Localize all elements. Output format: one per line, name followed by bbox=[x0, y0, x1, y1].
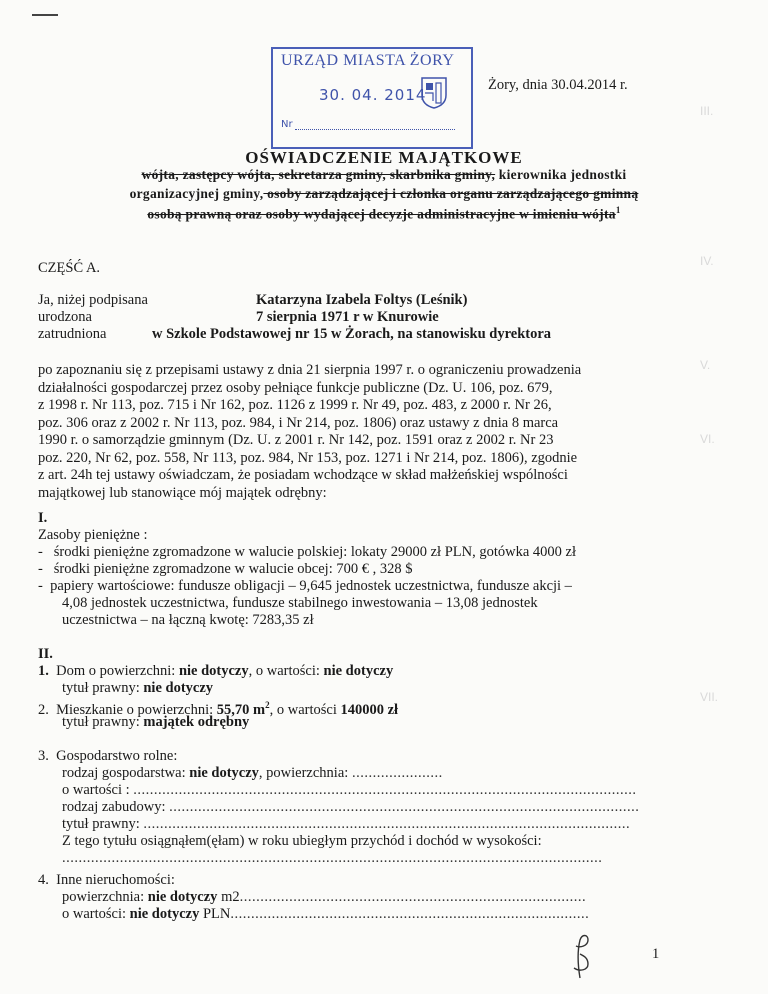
farm-type-line bbox=[62, 765, 443, 783]
farm-build-line bbox=[62, 799, 639, 817]
flat-title-line bbox=[62, 714, 249, 732]
flat-area-unit-sup: 2 bbox=[265, 700, 270, 710]
farm-income-dots bbox=[62, 850, 602, 868]
other-heading-line bbox=[38, 872, 175, 890]
item-number: 4. bbox=[38, 872, 49, 888]
intro-line: działalności gospodarczej przez osoby pełniące funkcje publiczne (Dz. U. 106, poz. 679, bbox=[38, 379, 553, 396]
bleed-text: III. bbox=[700, 104, 714, 118]
kept-text: organizacyjnej gminy, bbox=[129, 186, 264, 201]
farm-title-line bbox=[62, 816, 630, 834]
house-title-label: tytuł prawny: bbox=[62, 680, 144, 696]
securities-line: papiery wartościowe: fundusze obligacji – 9,645 jednostek uczestnictwa, fundusze akcji – bbox=[50, 578, 572, 594]
farm-heading: Gospodarstwo rolne: bbox=[56, 748, 178, 764]
farm-type-value: nie dotyczy bbox=[189, 765, 259, 781]
person-born: 7 sierpnia 1971 r w Knurowie bbox=[256, 309, 439, 325]
fill-dots: .......................................................................................................................... bbox=[133, 782, 637, 798]
securities-line: 4,08 jednostek uczestnictwa, fundusze stabilnego inwestowania – 13,08 jednostek bbox=[62, 595, 538, 611]
section-2-number: II. bbox=[38, 646, 53, 662]
section-1-number: I. bbox=[38, 510, 48, 526]
struck-text: osobą prawną oraz osoby wydającej decyzje administracyjne w imieniu wójta bbox=[147, 206, 616, 222]
list-item: - papiery wartościowe: fundusze obligacji – 9,645 jednostek uczestnictwa, fundusze akcji – bbox=[38, 578, 572, 594]
cash-pln: środki pieniężne zgromadzone w walucie polskiej: lokaty 29000 zł PLN, gotówka 4000 zł bbox=[53, 544, 576, 560]
house-area-value: nie dotyczy bbox=[178, 663, 249, 679]
list-item: - środki pieniężne zgromadzone w walucie polskiej: lokaty 29000 zł PLN, gotówka 4000 zł bbox=[38, 544, 576, 560]
flat-area-label: Mieszkanie o powierzchni: bbox=[56, 701, 217, 718]
kept-text: kierownika jednostki bbox=[495, 167, 627, 182]
stamp-title: URZĄD MIASTA ŻORY bbox=[281, 52, 455, 69]
other-area-label: powierzchnia: bbox=[62, 889, 148, 905]
document-title: OŚWIADCZENIE MAJĄTKOWE bbox=[245, 148, 523, 167]
person-name: Katarzyna Izabela Foltys (Leśnik) bbox=[256, 292, 468, 308]
intro-line: z 1998 r. Nr 113, poz. 715 i Nr 162, poz. 1126 z 1999 r. Nr 49, poz. 483, z 2000 r. Nr 26, bbox=[38, 397, 552, 413]
flat-title-value: majątek odrębny bbox=[143, 714, 250, 730]
intro-paragraph bbox=[38, 362, 581, 502]
house-title-value: nie dotyczy bbox=[143, 680, 214, 696]
fill-dots: .................................................................................... bbox=[239, 889, 587, 905]
person-employed: w Szkole Podstawowej nr 15 w Żorach, na stanowisku dyrektora bbox=[152, 326, 552, 342]
stamp-nr-line bbox=[295, 129, 455, 130]
cash-foreign: środki pieniężne zgromadzone w walucie obcej: 700 € , 328 $ bbox=[53, 561, 413, 577]
house-value-label: , o wartości: bbox=[248, 663, 324, 679]
struck-text: osoby zarządzającej i członka organu zarządzającego gminną bbox=[263, 186, 639, 201]
subtitle-line-3 bbox=[40, 205, 728, 223]
bleed-text: IV. bbox=[700, 254, 714, 268]
fill-dots: ....................................................................................... bbox=[230, 906, 590, 922]
intro-line: 1990 r. o samorządzie gminnym (Dz. U. z 2001 r. Nr 142, poz. 1591 oraz z 2002 r. Nr 23 bbox=[38, 432, 554, 448]
flat-value-label: , o wartości bbox=[269, 701, 341, 718]
item-number: 1. bbox=[38, 663, 49, 679]
flat-title-label: tytuł prawny: bbox=[62, 714, 144, 730]
section-1-heading: Zasoby pieniężne : bbox=[38, 527, 148, 543]
house-line bbox=[38, 663, 393, 681]
house-area-label: Dom o powierzchni: bbox=[56, 663, 179, 679]
label-signed: Ja, niżej podpisana bbox=[38, 292, 148, 308]
place-date: Żory, dnia 30.04.2014 r. bbox=[488, 77, 628, 93]
bleed-text: V. bbox=[700, 358, 711, 372]
office-stamp bbox=[271, 47, 473, 149]
intro-line: po zapoznaniu się z przepisami ustawy z dnia 21 sierpnia 1997 r. o ograniczeniu prowadzenia bbox=[38, 362, 582, 378]
list-item: - środki pieniężne zgromadzone w walucie obcej: 700 € , 328 $ bbox=[38, 561, 413, 577]
other-area-unit: m2 bbox=[217, 889, 240, 905]
page-number: 1 bbox=[652, 946, 660, 962]
label-employed: zatrudniona bbox=[38, 326, 107, 342]
intro-line: poz. 306 oraz z 2002 r. Nr 113, poz. 984, i Nr 214, poz. 1806) oraz ustawy z dnia 8 marca bbox=[38, 414, 559, 431]
stamp-date: 30. 04. 2014 bbox=[319, 86, 427, 104]
farm-title-label: tytuł prawny: bbox=[62, 816, 144, 832]
intro-line: poz. 220, Nr 62, poz. 558, Nr 113, poz. 984, Nr 153, poz. 1271 i Nr 214, poz. 1806), zgodnie bbox=[38, 449, 578, 466]
fill-dots: .................................................................................................................. bbox=[169, 799, 640, 815]
struck-text: wójta, zastępcy wójta, sekretarza gminy, skarbnika gminy, bbox=[141, 167, 496, 182]
other-area-line bbox=[62, 889, 586, 907]
farm-build-label: rodzaj zabudowy: bbox=[62, 799, 170, 815]
other-value-label: o wartości: bbox=[62, 906, 130, 922]
house-title-line bbox=[62, 680, 213, 698]
item-number: 3. bbox=[38, 748, 49, 764]
item-number: 2. bbox=[38, 701, 49, 718]
stamp-nr-label: Nr bbox=[281, 119, 293, 130]
farm-value-line bbox=[62, 782, 637, 800]
part-a-heading: CZĘŚĆ A. bbox=[38, 260, 101, 276]
farm-type-label: rodzaj gospodarstwa: bbox=[62, 765, 190, 781]
farm-heading-line bbox=[38, 748, 177, 766]
securities-line: uczestnictwa – na łączną kwotę: 7283,35 zł bbox=[62, 612, 314, 628]
other-area-value: nie dotyczy bbox=[147, 889, 218, 905]
label-born: urodzona bbox=[38, 309, 92, 325]
fill-dots: ................................................................................................................................... bbox=[62, 850, 603, 866]
bleed-text: VI. bbox=[700, 432, 715, 446]
subtitle-line-2 bbox=[40, 186, 728, 202]
flat-area-value: 55,70 m bbox=[216, 701, 266, 718]
scan-mark bbox=[32, 14, 58, 16]
farm-income-line: Z tego tytułu osiągnąłem(ęłam) w roku ubiegłym przychód i dochód w wysokości: bbox=[62, 833, 542, 849]
bleed-text: VII. bbox=[700, 690, 719, 704]
subtitle-line-1 bbox=[40, 167, 728, 183]
other-value-value: nie dotyczy bbox=[129, 906, 200, 922]
other-value-line bbox=[62, 906, 589, 924]
footnote-marker: 1 bbox=[615, 205, 621, 215]
house-value: nie dotyczy bbox=[323, 663, 394, 679]
farm-area-label: , powierzchnia: bbox=[258, 765, 352, 781]
intro-line: z art. 24h tej ustawy oświadczam, że posiadam wchodzące w skład małżeńskiej wspólności bbox=[38, 467, 568, 483]
intro-line: majątkowej lub stanowiące mój majątek odrębny: bbox=[38, 484, 327, 501]
other-heading: Inne nieruchomości: bbox=[56, 872, 175, 888]
crest-icon bbox=[421, 77, 447, 109]
fill-dots: ...................................................................................................................... bbox=[143, 816, 631, 832]
flat-value: 140000 zł bbox=[340, 701, 399, 718]
farm-value-label: o wartości : bbox=[62, 782, 134, 798]
other-value-unit: PLN bbox=[199, 906, 231, 922]
fill-dots: ...................... bbox=[351, 765, 443, 781]
initials-signature bbox=[568, 928, 594, 982]
